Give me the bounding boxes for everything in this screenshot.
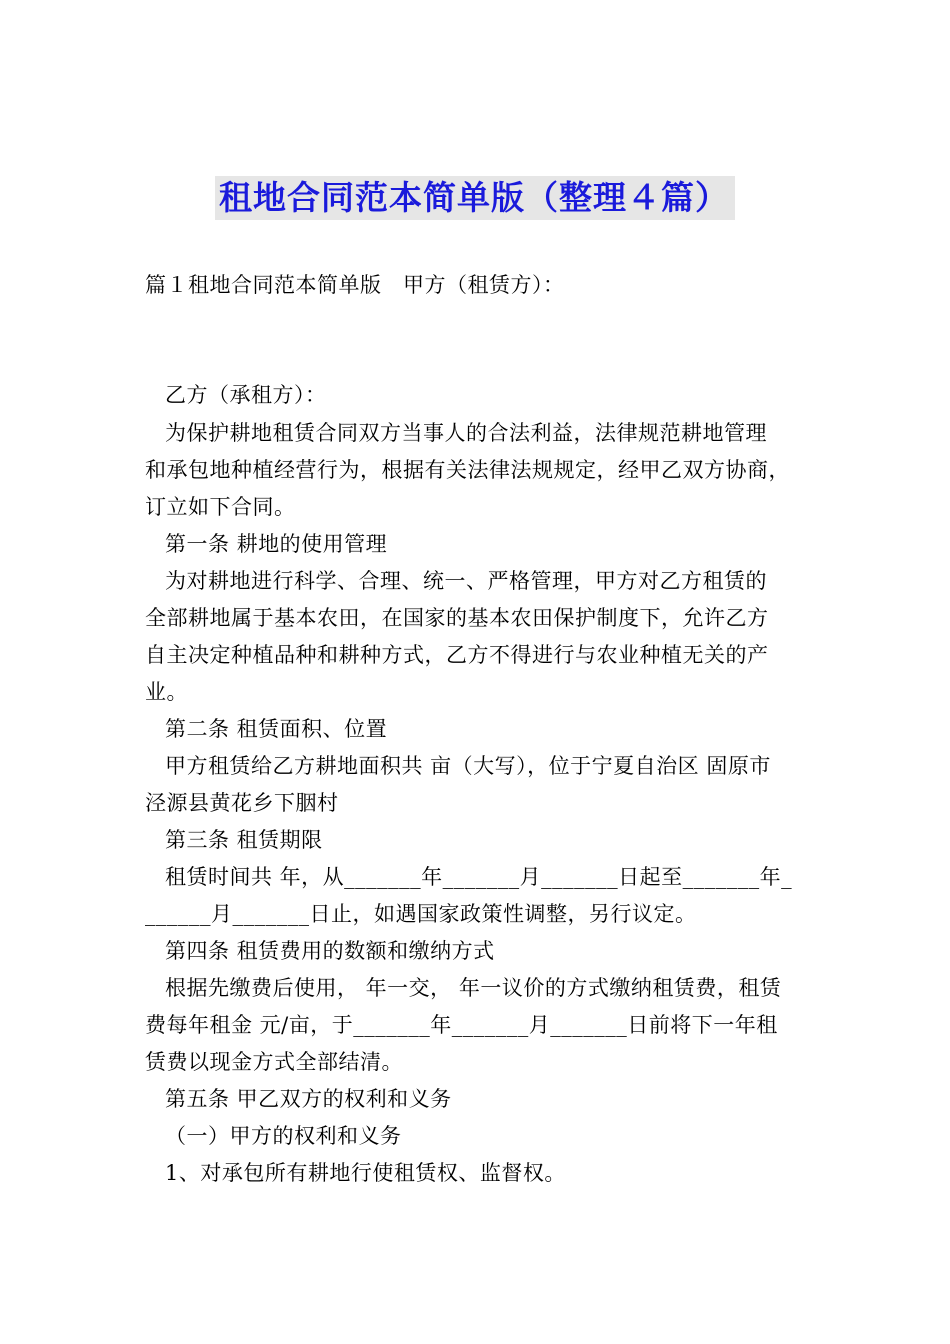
article-heading: 第三条 租赁期限 [165, 828, 323, 852]
paragraph-line: 甲方租赁给乙方耕地面积共 亩（大写），位于宁夏自治区 固原市 [165, 754, 771, 778]
paragraph-line: 租赁时间共 年，从_______年_______月_______日起至_______年_ [165, 865, 793, 889]
paragraph-line: 全部耕地属于基本农田，在国家的基本农田保护制度下，允许乙方 [145, 606, 769, 630]
paragraph-line: 为保护耕地租赁合同双方当事人的合法利益，法律规范耕地管理 [165, 421, 767, 445]
party-b-line: 乙方（承租方）： [165, 383, 327, 407]
paragraph-line: ______月_______日止，如遇国家政策性调整，另行议定。 [145, 902, 697, 926]
paragraph-line: 为对耕地进行科学、合理、统一、严格管理，甲方对乙方租赁的 [165, 569, 767, 593]
section-heading-line: 篇１租地合同范本简单版 甲方（租赁方）： [145, 273, 565, 297]
article-heading: 第四条 租赁费用的数额和缴纳方式 [165, 939, 495, 963]
paragraph-line: 订立如下合同。 [145, 495, 296, 519]
paragraph-line: 自主决定种植品种和耕种方式，乙方不得进行与农业种植无关的产 [145, 643, 769, 667]
article-heading: 第二条 租赁面积、位置 [165, 717, 388, 741]
subsection-heading: （一）甲方的权利和义务 [165, 1124, 402, 1148]
paragraph-line: 根据先缴费后使用， 年一交， 年一议价的方式缴纳租赁费，租赁 [165, 976, 782, 1000]
article-heading: 第一条 耕地的使用管理 [165, 532, 388, 556]
list-item: 1、对承包所有耕地行使租赁权、监督权。 [165, 1161, 566, 1185]
paragraph-line: 赁费以现金方式全部结清。 [145, 1050, 403, 1074]
title-wrap [0, 176, 950, 220]
paragraph-line: 泾源县黄花乡下胭村 [145, 791, 339, 815]
paragraph-line: 费每年租金 元/亩，于_______年_______月_______日前将下一年租 [145, 1013, 778, 1037]
article-heading: 第五条 甲乙双方的权利和义务 [165, 1087, 452, 1111]
paragraph-line: 业。 [145, 680, 188, 704]
paragraph-line: 和承包地种植经营行为，根据有关法律法规规定，经甲乙双方协商， [145, 458, 790, 482]
document-title: 租地合同范本简单版（整理４篇） [215, 176, 735, 220]
